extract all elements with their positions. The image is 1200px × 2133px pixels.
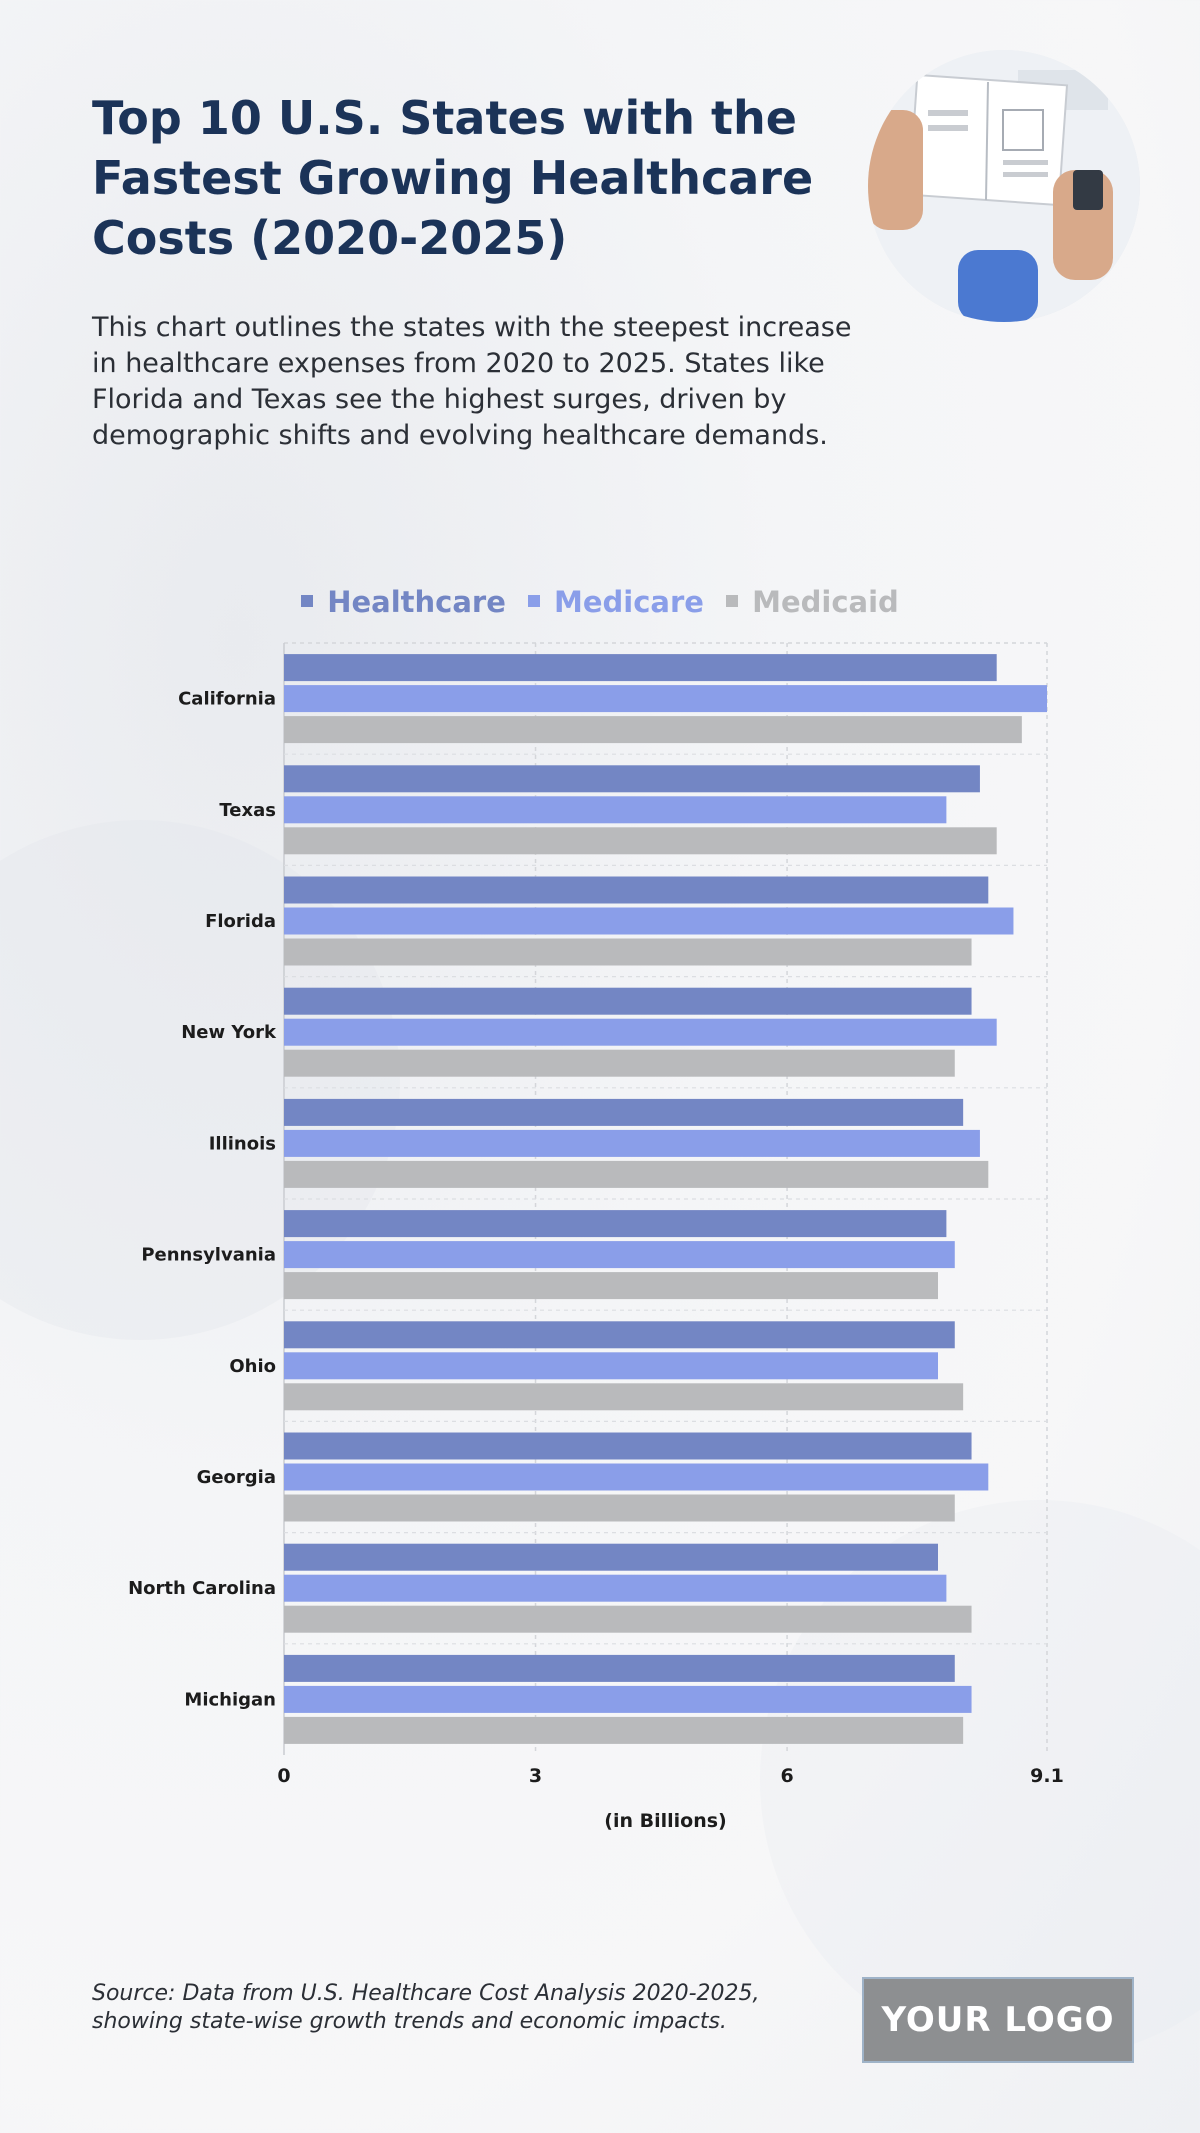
legend-label-medicaid: Medicaid bbox=[752, 585, 899, 619]
bar-medicaid bbox=[284, 1272, 938, 1299]
x-tick-label: 3 bbox=[528, 1765, 543, 1787]
y-tick-label: New York bbox=[181, 1022, 276, 1044]
legend-item-healthcare bbox=[301, 585, 506, 619]
source-note: Source: Data from U.S. Healthcare Cost Analysis 2020-2025, showing state-wise growth trends and economic impacts. bbox=[92, 1981, 760, 2034]
bar-healthcare bbox=[284, 1544, 938, 1571]
bar-medicare bbox=[284, 1575, 946, 1602]
legend-swatch-healthcare bbox=[301, 595, 313, 607]
bar-chart bbox=[0, 620, 1200, 1800]
x-tick-label: 6 bbox=[780, 1765, 794, 1787]
bar-medicare bbox=[284, 796, 946, 823]
legend-item-medicare bbox=[528, 585, 704, 619]
page-title: Top 10 U.S. States with the Fastest Growing Healthcare Costs (2020-2025) bbox=[92, 91, 814, 265]
bar-healthcare bbox=[284, 654, 997, 681]
y-tick-label: Ohio bbox=[229, 1355, 276, 1377]
legend-swatch-medicare bbox=[528, 595, 540, 607]
legend-item-medicaid bbox=[726, 585, 899, 619]
bar-healthcare bbox=[284, 1433, 972, 1460]
legend-swatch-medicaid bbox=[726, 595, 738, 607]
y-tick-label: Illinois bbox=[208, 1133, 276, 1155]
bar-medicare bbox=[284, 685, 1047, 712]
bar-medicaid bbox=[284, 1606, 972, 1633]
doctor-reading-image bbox=[868, 50, 1140, 322]
bar-medicare bbox=[284, 1130, 980, 1157]
bar-healthcare bbox=[284, 1210, 946, 1237]
y-tick-label: Florida bbox=[205, 911, 276, 932]
bar-medicare bbox=[284, 1019, 997, 1046]
bar-healthcare bbox=[284, 988, 972, 1015]
x-axis-title: (in Billions) bbox=[604, 1810, 727, 1832]
legend-label-healthcare: Healthcare bbox=[327, 585, 506, 619]
logo-placeholder: YOUR LOGO bbox=[862, 1977, 1134, 2063]
bar-medicaid bbox=[284, 1717, 963, 1744]
bar-healthcare bbox=[284, 1099, 963, 1126]
bar-healthcare bbox=[284, 1655, 955, 1682]
legend-label-medicare: Medicare bbox=[554, 585, 704, 619]
bar-medicaid bbox=[284, 716, 1022, 743]
x-tick-label: 9.1 bbox=[1030, 1765, 1064, 1787]
y-tick-label: Texas bbox=[219, 799, 276, 821]
bar-medicaid bbox=[284, 1383, 963, 1410]
bar-healthcare bbox=[284, 1321, 955, 1348]
y-tick-label: Michigan bbox=[184, 1689, 276, 1711]
bar-medicare bbox=[284, 1686, 972, 1713]
bar-medicaid bbox=[284, 939, 972, 966]
bar-healthcare bbox=[284, 765, 980, 792]
y-tick-label: California bbox=[178, 688, 276, 710]
bar-medicaid bbox=[284, 1161, 988, 1188]
y-tick-label: Georgia bbox=[196, 1467, 276, 1488]
y-tick-label: North Carolina bbox=[128, 1578, 276, 1600]
bar-medicare bbox=[284, 1241, 955, 1268]
bar-medicaid bbox=[284, 1050, 955, 1077]
bar-medicaid bbox=[284, 1495, 955, 1522]
header-photo bbox=[868, 50, 1140, 322]
bar-medicare bbox=[284, 1352, 938, 1379]
bar-medicare bbox=[284, 908, 1013, 935]
y-tick-label: Pennsylvania bbox=[141, 1244, 276, 1266]
bar-medicare bbox=[284, 1464, 988, 1491]
bar-medicaid bbox=[284, 827, 997, 854]
x-tick-label: 0 bbox=[277, 1765, 291, 1787]
chart-description: This chart outlines the states with the steepest increase in healthcare expenses from 2020 to 2025. States like Florida and Texas see the highest surges, driven by demographic shifts and evolving healthcare demands. bbox=[92, 312, 852, 451]
bar-healthcare bbox=[284, 877, 988, 904]
chart-legend bbox=[0, 585, 1200, 619]
